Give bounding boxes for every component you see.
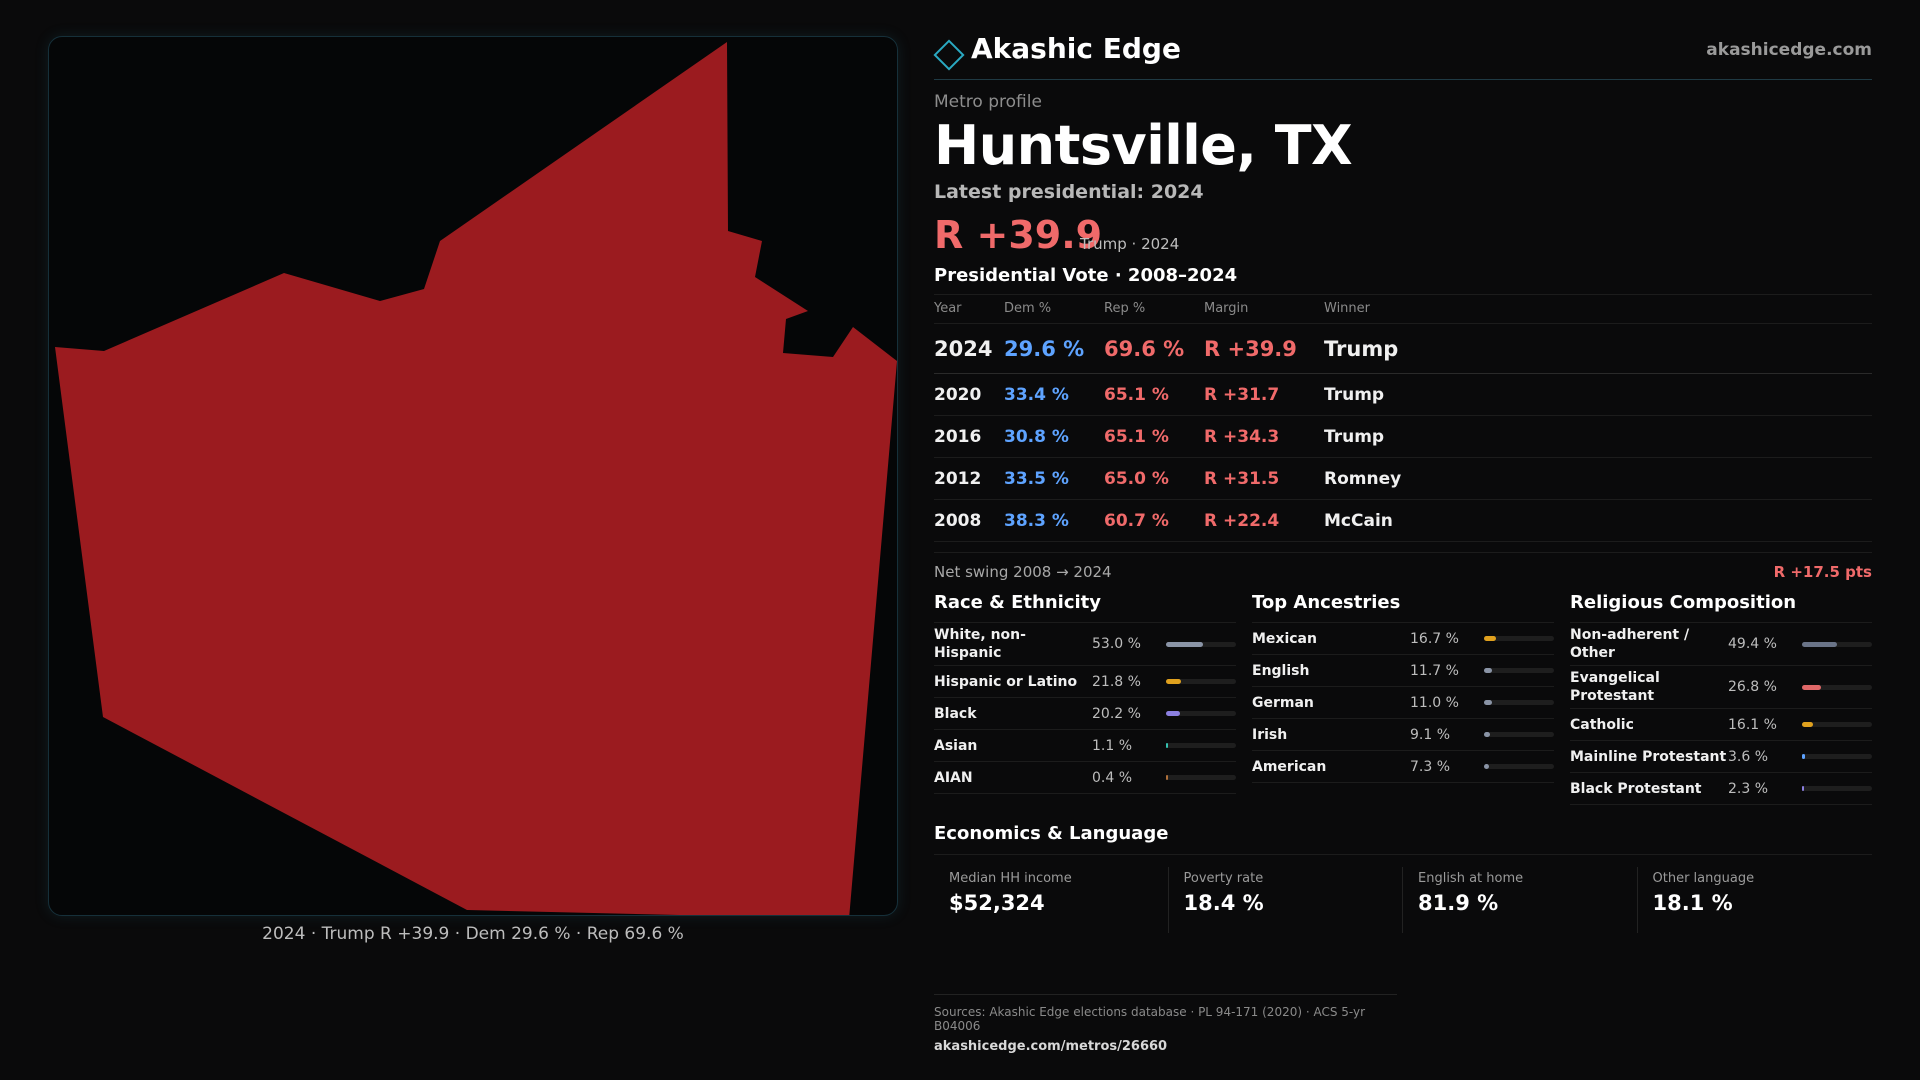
share-bar-fill	[1484, 700, 1492, 705]
share-bar-track	[1166, 775, 1236, 780]
economics-title: Economics & Language	[934, 823, 1872, 855]
share-bar-fill	[1166, 642, 1203, 647]
share-bar-track	[1802, 642, 1872, 647]
list-item-label: Asian	[934, 737, 978, 754]
presidential-vote-title: Presidential Vote · 2008–2024	[934, 265, 1238, 286]
cell-year: 2012	[934, 458, 1004, 500]
share-bar-track	[1484, 636, 1554, 641]
econ-label: English at home	[1418, 871, 1524, 886]
cell-margin: R +34.3	[1204, 416, 1324, 458]
county-shape[interactable]	[55, 42, 897, 916]
list-item	[1570, 773, 1872, 805]
county-shape-svg	[49, 37, 898, 916]
econ-label: Other language	[1652, 871, 1755, 886]
list-item	[934, 698, 1236, 730]
list-item-percent: 1.1 %	[1092, 737, 1133, 754]
top-ancestries-title: Top Ancestries	[1252, 592, 1554, 623]
list-item-percent: 11.0 %	[1410, 694, 1459, 711]
list-item-label: German	[1252, 694, 1314, 711]
headline-margin	[934, 213, 1872, 257]
list-item-label: Irish	[1252, 726, 1288, 743]
cell-winner: McCain	[1324, 500, 1872, 542]
list-item	[1570, 741, 1872, 773]
list-item-percent: 0.4 %	[1092, 769, 1133, 786]
list-item-label: Evangelical Protestant	[1570, 670, 1660, 704]
share-bar-track	[1802, 786, 1872, 791]
share-bar-fill	[1484, 668, 1492, 673]
col-header-year: Year	[934, 295, 1004, 324]
list-item-label: Catholic	[1570, 716, 1634, 733]
col-header-rep: Rep %	[1104, 295, 1204, 324]
list-item-percent: 16.1 %	[1728, 716, 1777, 733]
cell-year: 2016	[934, 416, 1004, 458]
table-header-row	[934, 295, 1872, 324]
race-ethnicity-section	[934, 592, 1236, 805]
race-ethnicity-title: Race & Ethnicity	[934, 592, 1236, 623]
share-bar-track	[1484, 700, 1554, 705]
econ-value: $52,324	[949, 891, 1045, 915]
table-row[interactable]	[934, 500, 1872, 542]
latest-margin-value: R +39.9	[934, 213, 1103, 257]
sources-text: Sources: Akashic Edge elections database · PL 94-171 (2020) · ACS 5-yr B04006	[934, 1005, 1366, 1033]
share-bar-fill	[1802, 642, 1837, 647]
cell-dem: 38.3 %	[1004, 500, 1104, 542]
list-item	[934, 730, 1236, 762]
econ-label: Poverty rate	[1183, 871, 1264, 886]
list-item	[1570, 709, 1872, 741]
brand-name[interactable]: Akashic Edge	[971, 32, 1181, 65]
map-caption: 2024 · Trump R +39.9 · Dem 29.6 % · Rep 69.6 %	[262, 924, 684, 944]
econ-label: Median HH income	[949, 871, 1072, 886]
list-item-percent: 20.2 %	[1092, 705, 1141, 722]
net-swing-value: R +17.5 pts	[1773, 563, 1872, 581]
demographics-grid	[934, 592, 1872, 805]
list-item-percent: 2.3 %	[1728, 780, 1769, 797]
profile-panel	[934, 30, 1872, 933]
religious-composition-title: Religious Composition	[1570, 592, 1872, 623]
list-item	[1252, 719, 1554, 751]
table-row[interactable]	[934, 324, 1872, 374]
list-item	[934, 623, 1236, 666]
cell-margin: R +22.4	[1204, 500, 1324, 542]
share-bar-fill	[1802, 722, 1813, 727]
list-item-percent: 9.1 %	[1410, 726, 1451, 743]
share-bar-track	[1802, 685, 1872, 690]
econ-cell-poverty	[1169, 867, 1404, 933]
share-bar-track	[1484, 732, 1554, 737]
econ-cell-english	[1403, 867, 1638, 933]
cell-rep: 65.1 %	[1104, 416, 1204, 458]
list-item	[1252, 687, 1554, 719]
latest-winner-note: Trump · 2024	[1080, 235, 1180, 253]
sources-footer	[934, 994, 1397, 1054]
list-item	[1252, 623, 1554, 655]
list-item-label: Non-adherent / Other	[1570, 627, 1690, 661]
list-item-percent: 49.4 %	[1728, 636, 1777, 652]
list-item-percent: 3.6 %	[1728, 748, 1769, 765]
list-item-percent: 16.7 %	[1410, 630, 1459, 647]
share-bar-track	[1166, 679, 1236, 684]
list-item-label: Hispanic or Latino	[934, 673, 1078, 690]
cell-dem: 33.5 %	[1004, 458, 1104, 500]
share-bar-track	[1802, 754, 1872, 759]
list-item-label: English	[1252, 662, 1310, 679]
brand-diamond-icon	[933, 39, 964, 70]
list-item-label: American	[1252, 758, 1327, 775]
eyebrow-label: Metro profile	[934, 92, 1042, 112]
share-bar-track	[1166, 711, 1236, 716]
latest-presidential-label: Latest presidential: 2024	[934, 181, 1204, 203]
share-bar-fill	[1166, 711, 1180, 716]
metro-permalink[interactable]: akashicedge.com/metros/26660	[934, 1039, 1168, 1054]
econ-value: 18.1 %	[1652, 891, 1733, 915]
list-item-percent: 7.3 %	[1410, 758, 1451, 775]
list-item	[1570, 666, 1872, 709]
list-item-label: Mexican	[1252, 630, 1317, 647]
list-item	[934, 762, 1236, 794]
col-header-dem: Dem %	[1004, 295, 1104, 324]
cell-margin: R +31.7	[1204, 374, 1324, 416]
economics-grid	[934, 867, 1872, 933]
religious-composition-section	[1570, 592, 1872, 805]
table-row[interactable]	[934, 416, 1872, 458]
cell-year: 2008	[934, 500, 1004, 542]
cell-dem: 33.4 %	[1004, 374, 1104, 416]
cell-year: 2020	[934, 374, 1004, 416]
county-map[interactable]	[48, 36, 898, 916]
list-item	[934, 666, 1236, 698]
cell-rep: 60.7 %	[1104, 500, 1204, 542]
cell-year: 2024	[934, 324, 1004, 374]
header	[934, 30, 1872, 80]
table-row[interactable]	[934, 374, 1872, 416]
list-item-percent: 53.0 %	[1092, 636, 1141, 652]
list-item	[1570, 623, 1872, 666]
top-ancestries-section	[1252, 592, 1554, 805]
cell-winner: Trump	[1324, 416, 1872, 458]
list-item-label: Black Protestant	[1570, 780, 1702, 797]
econ-value: 81.9 %	[1418, 891, 1499, 915]
presidential-results-table	[934, 294, 1872, 542]
share-bar-fill	[1166, 743, 1168, 748]
col-header-winner: Winner	[1324, 295, 1872, 324]
cell-rep: 69.6 %	[1104, 324, 1204, 374]
cell-dem: 29.6 %	[1004, 324, 1104, 374]
page-title: Huntsville, TX	[934, 114, 1353, 177]
share-bar-fill	[1484, 732, 1490, 737]
list-item-percent: 21.8 %	[1092, 673, 1141, 690]
share-bar-fill	[1802, 754, 1805, 759]
share-bar-fill	[1484, 764, 1489, 769]
net-swing	[934, 552, 1872, 584]
list-item-label: White, non-Hispanic	[934, 627, 1026, 661]
cell-winner: Romney	[1324, 458, 1872, 500]
cell-winner: Trump	[1324, 374, 1872, 416]
cell-margin: R +31.5	[1204, 458, 1324, 500]
share-bar-track	[1484, 764, 1554, 769]
econ-cell-income	[934, 867, 1169, 933]
col-header-margin: Margin	[1204, 295, 1324, 324]
list-item-percent: 11.7 %	[1410, 662, 1459, 679]
share-bar-fill	[1802, 786, 1804, 791]
cell-rep: 65.0 %	[1104, 458, 1204, 500]
share-bar-track	[1166, 743, 1236, 748]
list-item-label: AIAN	[934, 769, 973, 786]
site-link[interactable]: akashicedge.com	[1706, 40, 1872, 60]
cell-dem: 30.8 %	[1004, 416, 1104, 458]
list-item	[1252, 655, 1554, 687]
econ-cell-other-language	[1638, 867, 1872, 933]
share-bar-fill	[1166, 775, 1168, 780]
cell-winner: Trump	[1324, 324, 1872, 374]
list-item	[1252, 751, 1554, 783]
econ-value: 18.4 %	[1183, 891, 1264, 915]
list-item-label: Mainline Protestant	[1570, 748, 1727, 765]
list-item-label: Black	[934, 705, 977, 722]
table-row[interactable]	[934, 458, 1872, 500]
share-bar-track	[1802, 722, 1872, 727]
share-bar-fill	[1802, 685, 1821, 690]
cell-margin: R +39.9	[1204, 324, 1324, 374]
share-bar-track	[1484, 668, 1554, 673]
share-bar-fill	[1484, 636, 1496, 641]
share-bar-track	[1166, 642, 1236, 647]
share-bar-fill	[1166, 679, 1181, 684]
net-swing-label: Net swing 2008 → 2024	[934, 563, 1112, 581]
cell-rep: 65.1 %	[1104, 374, 1204, 416]
list-item-percent: 26.8 %	[1728, 679, 1777, 695]
